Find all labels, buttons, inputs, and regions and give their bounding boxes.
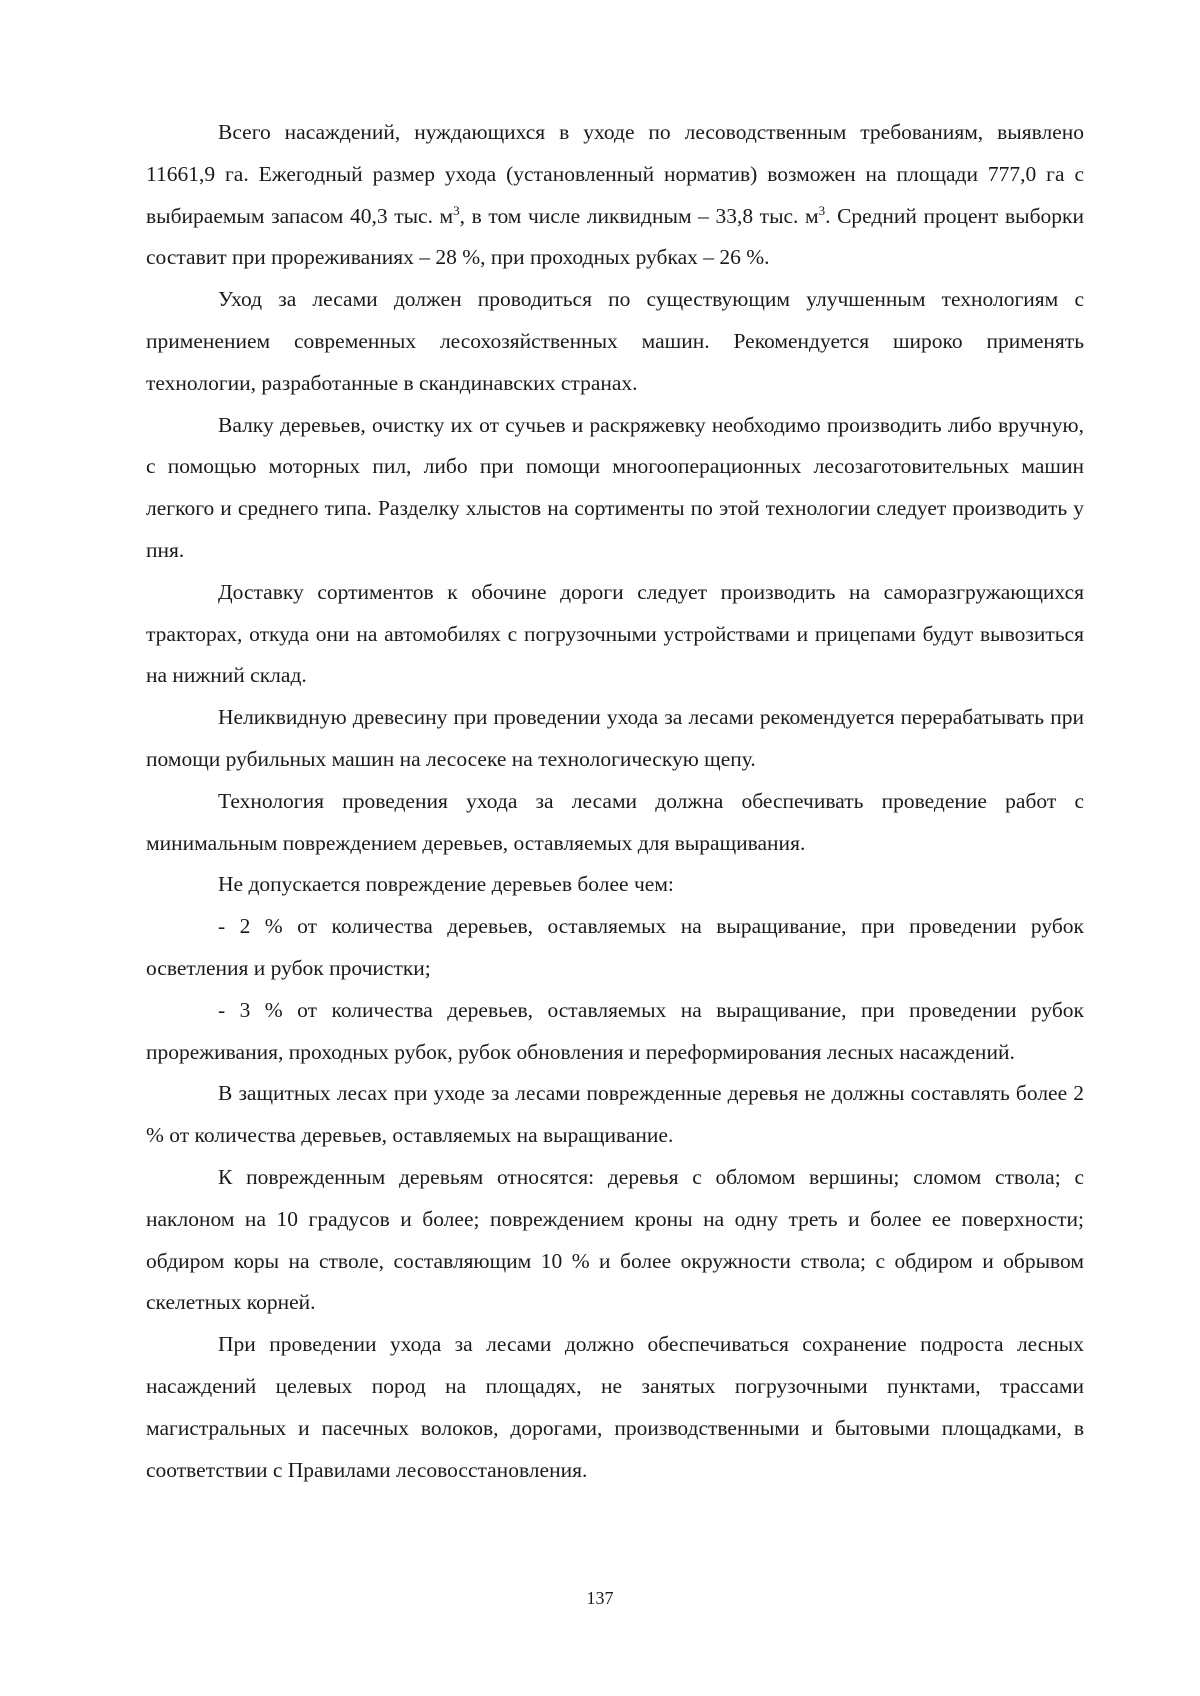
superscript-cubic-1: 3 (453, 202, 460, 218)
paragraph-8-text: - 2 % от количества деревьев, оставляемых на выращивание, при проведении рубок осветления и рубок прочистки; (146, 914, 1084, 980)
text-column (146, 112, 1084, 1491)
paragraph-2-text: Уход за лесами должен проводиться по существующим улучшенным технологиям с применением современных лесохозяйственных машин. Рекомендуется широко применять технологии, разработанные в скандинавских странах. (146, 287, 1084, 395)
paragraph-10-text: В защитных лесах при уходе за лесами поврежденные деревья не должны составлять более 2 % от количества деревьев, оставляемых на выращивание. (146, 1081, 1084, 1148)
paragraph-7-text: Не допускается повреждение деревьев более чем: (218, 872, 674, 897)
paragraph-1 (146, 112, 1084, 279)
paragraph-7 (146, 864, 1084, 906)
paragraph-11 (146, 1157, 1084, 1324)
page-number: 137 (586, 1588, 614, 1608)
paragraph-12-text: При проведении ухода за лесами должно обеспечиваться сохранение подроста лесных насаждений целевых пород на площадях, не занятых погрузочными пунктами, трассами магистральных и пасечных волоков, дорогами, производственными и бытовыми площадками, в соответствии с Правилами лесовосстановления. (146, 1332, 1084, 1482)
paragraph-11-text: К поврежденным деревьям относятся: деревья с обломом вершины; сломом ствола; с наклоном на 10 градусов и более; повреждением кроны на одну треть и более ее поверхности; обдиром коры на стволе, составляющим 10 % и более окружности ствола; с обдиром и обрывом скелетных корней. (146, 1164, 1084, 1315)
paragraph-3 (146, 405, 1084, 572)
paragraph-2 (146, 279, 1084, 404)
paragraph-6-text: Технология проведения ухода за лесами должна обеспечивать проведение работ с минимальным повреждением деревьев, оставляемых для выращивания. (146, 788, 1084, 855)
paragraph-4 (146, 572, 1084, 697)
paragraph-1-part-1: Всего насаждений, нуждающихся в уходе по лесоводственным требованиям, выявлено 11661,9 га. Ежегодный размер ухода (установленный норматив) возможен на площади 777,0 га с выбираемым запасом 40,3 тыс. м (146, 120, 1084, 228)
paragraph-9 (146, 990, 1084, 1074)
paragraph-5 (146, 697, 1084, 781)
paragraph-6 (146, 781, 1084, 865)
paragraph-3-text: Валку деревьев, очистку их от сучьев и раскряжевку необходимо производить либо вручную, с помощью моторных пил, либо при помощи многооперационных лесозаготовительных машин легкого и среднего типа. Разделку хлыстов на сортименты по этой технологии следует производить у пня. (146, 412, 1084, 562)
paragraph-5-text: Неликвидную древесину при проведении ухода за лесами рекомендуется перерабатывать при помощи рубильных машин на лесосеке на технологическую щепу. (146, 705, 1084, 771)
paragraph-1-part-3: . Средний процент выборки составит при прореживаниях – 28 %, при проходных рубках – 26 %. (146, 203, 1085, 270)
paragraph-10 (146, 1073, 1084, 1157)
superscript-cubic-2: 3 (818, 202, 826, 218)
paragraph-4-text: Доставку сортиментов к обочине дороги следует производить на саморазгружающихся тракторах, откуда они на автомобилях с погрузочными устройствами и прицепами будут вывозиться на нижний склад. (146, 579, 1084, 688)
paragraph-1-part-2: , в том числе ликвидным – 33,8 тыс. м (459, 203, 819, 228)
paragraph-12 (146, 1324, 1084, 1491)
paragraph-9-text: - 3 % от количества деревьев, оставляемых на выращивание, при проведении рубок прореживания, проходных рубок, рубок обновления и переформирования лесных насаждений. (146, 997, 1084, 1064)
paragraph-8 (146, 906, 1084, 990)
